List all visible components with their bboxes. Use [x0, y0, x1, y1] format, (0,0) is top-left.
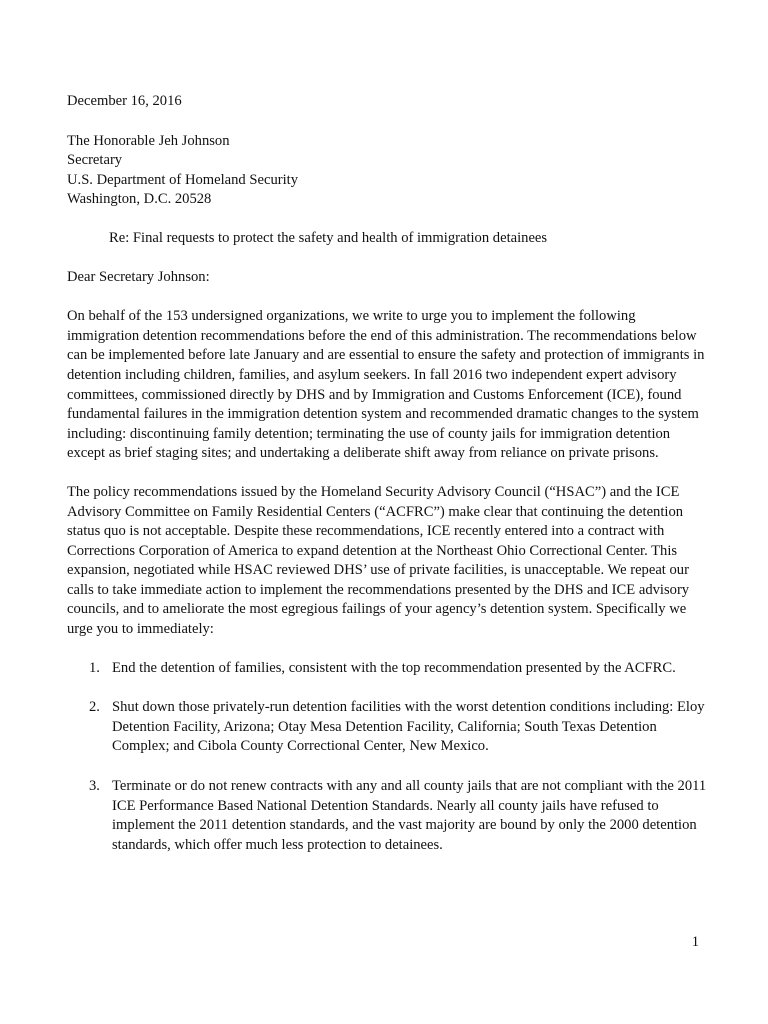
- list-item-number: 1.: [89, 659, 100, 676]
- subject-line: Re: Final requests to protect the safety and health of immigration detainees: [109, 229, 548, 246]
- list-item-text: Terminate or do not renew contracts with any and all county jails that are not compliant with the 2011 ICE Performance Based National Detention Standards. Nearly all county jails have refused to implement the 2011 detention standards, and the vast majority are bound by only the 2000 detention standards, which offer much less protection to detainees.: [112, 778, 707, 853]
- letter-page: [67, 92, 707, 875]
- list-item: [67, 659, 707, 679]
- list-item: [67, 698, 707, 757]
- body-paragraph-2: The policy recommendations issued by the Homeland Security Advisory Council (“HSAC”) and the ICE Advisory Committee on Family Residential Centers (“ACFRC”) make clear that continuing the detention status quo is not acceptable. Despite these recommendations, ICE recently entered into a contract with Corrections Corporation of America to expand detention at the Northeast Ohio Correctional Center. This expansion, negotiated while HSAC reviewed DHS’ use of private facilities, is unacceptable. We repeat our calls to take immediate action to implement the recommendations presented by the DHS and ICE advisory councils, and to ameliorate the most egregious failings of your agency’s detention system. Specifically we urge you to immediately:: [67, 483, 690, 638]
- letter-date: December 16, 2016: [67, 93, 182, 109]
- body-paragraph-1: On behalf of the 153 undersigned organizations, we write to urge you to implement the following immigration detention recommendations before the end of this administration. The recommendations below can be implemented before late January and are essential to ensure the safety and protection of immigrants in detention including children, families, and asylum seekers. In fall 2016 two independent expert advisory committees, commissioned directly by DHS and by Immigration and Customs Enforcement (ICE), found fundamental failures in the immigration detention system and recommended dramatic changes to the system including: discontinuing family detention; terminating the use of county jails for immigration detention except as brief staging sites; and undertaking a deliberate shift away from reliance on private prisons.: [67, 308, 705, 462]
- salutation: Dear Secretary Johnson:: [67, 268, 210, 285]
- recipient-organization: U.S. Department of Homeland Security: [67, 171, 299, 188]
- list-item: [67, 777, 707, 855]
- list-item-number: 2.: [89, 699, 100, 716]
- list-item-text: End the detention of families, consistent with the top recommendation presented by the ACFRC.: [112, 659, 676, 676]
- recipient-address: Washington, D.C. 20528: [67, 191, 212, 208]
- list-item-text: Shut down those privately-run detention facilities with the worst detention conditions including: Eloy Detention Facility, Arizona; Otay Mesa Detention Facility, California; South Texas Detention Complex; and Cibola County Correctional Center, New Mexico.: [112, 699, 705, 755]
- list-item-number: 3.: [89, 778, 100, 795]
- recipient-address-block: [67, 132, 707, 210]
- requests-list: [67, 659, 707, 856]
- recipient-name: The Honorable Jeh Johnson: [67, 132, 230, 149]
- page-number: 1: [691, 934, 699, 950]
- recipient-title: Secretary: [67, 152, 123, 169]
